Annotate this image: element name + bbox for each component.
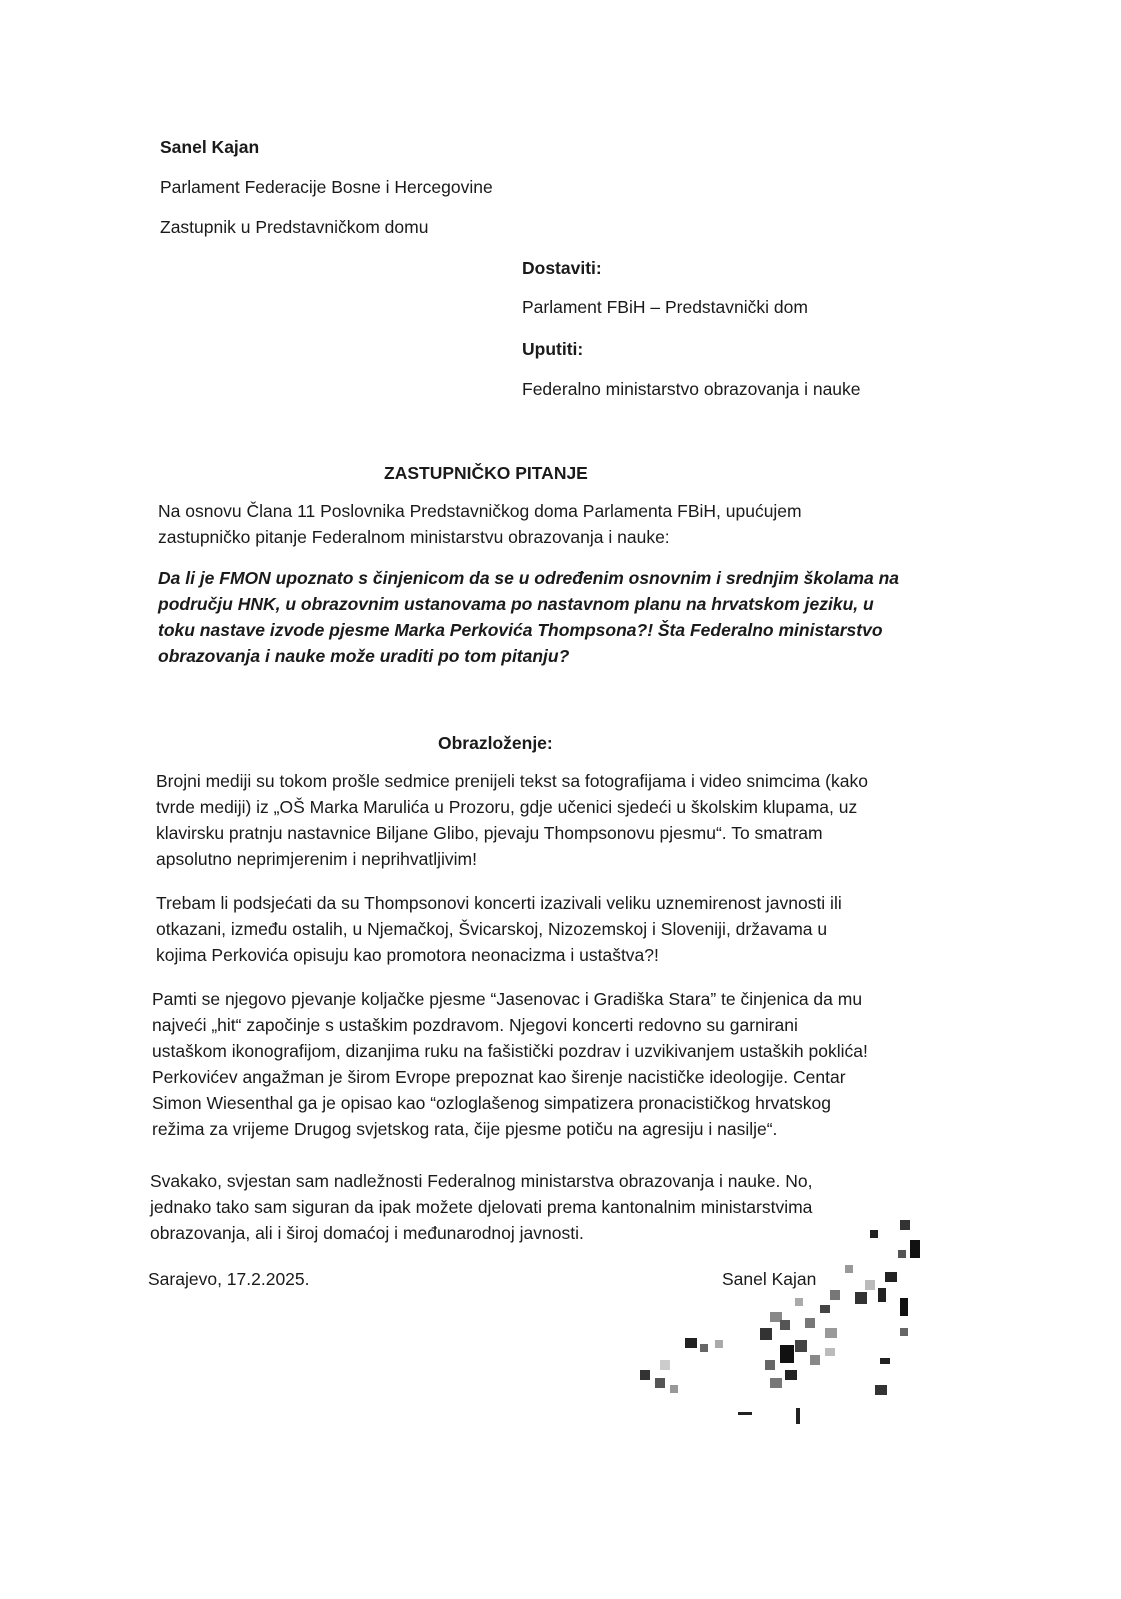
signature-name: Sanel Kajan: [722, 1269, 817, 1289]
body-paragraph-3: [152, 986, 868, 1142]
body-paragraph-1: [156, 768, 868, 872]
place-date: Sarajevo, 17.2.2025.: [148, 1269, 310, 1289]
intro-line: zastupničko pitanje Federalnom ministarstvu obrazovanja i nauke:: [158, 527, 670, 547]
redacted-signature: [630, 1220, 950, 1440]
body-line: Trebam li podsjećati da su Thompsonovi koncerti izazivali veliku uznemirenost javnosti ili: [156, 893, 842, 913]
document-title: ZASTUPNIČKO PITANJE: [384, 463, 588, 483]
body-line: Svakako, svjestan sam nadležnosti Federalnog ministarstva obrazovanja i nauke. No,: [150, 1171, 813, 1191]
body-line: otkazani, između ostalih, u Njemačkoj, Švicarskoj, Nizozemskoj i Sloveniji, državama u: [156, 919, 828, 939]
body-line: ustaškom ikonografijom, dizanjima ruku na fašistički pozdrav i uzvikivanjem ustaških poklića!: [152, 1041, 868, 1061]
sender-name: Sanel Kajan: [160, 137, 260, 157]
sender-role: Zastupnik u Predstavničkom domu: [160, 217, 429, 237]
direct-to: Federalno ministarstvo obrazovanja i nauke: [522, 379, 861, 399]
body-line: tvrde mediji) iz „OŠ Marka Marulića u Prozoru, gdje učenici sjedeći u školskim klupama, uz: [156, 797, 858, 817]
question-line: toku nastave izvode pjesme Marka Perkovića Thompsona?! Šta Federalno ministarstvo: [158, 620, 883, 640]
explanation-heading: Obrazloženje:: [438, 733, 553, 753]
body-line: najveći „hit“ započinje s ustaškim pozdravom. Njegovi koncerti redovno su garnirani: [152, 1015, 798, 1035]
deliver-to: Parlament FBiH – Predstavnički dom: [522, 297, 808, 317]
direct-label: Uputiti:: [522, 339, 584, 359]
body-line: Perkovićev angažman je širom Evrope prepoznat kao širenje nacističke ideologije. Centar: [152, 1067, 846, 1087]
body-line: jednako tako sam siguran da ipak možete djelovati prema kantonalnim ministarstvima: [150, 1197, 813, 1217]
body-line: Brojni mediji su tokom prošle sedmice prenijeli tekst sa fotografijama i video snimcima (kako: [156, 771, 868, 791]
body-line: režima za vrijeme Drugog svjetskog rata, čije pjesme potiču na agresiju i nasilje“.: [152, 1119, 778, 1139]
question-line: Da li je FMON upoznato s činjenicom da se u određenim osnovnim i srednjim školama na: [158, 568, 899, 588]
question-line: obrazovanja i nauke može uraditi po tom pitanju?: [158, 646, 570, 666]
body-line: Simon Wiesenthal ga je opisao kao “ozloglašenog simpatizera pronacističkog hrvatskog: [152, 1093, 831, 1113]
intro-paragraph: [158, 498, 802, 550]
body-line: kojima Perkovića opisuju kao promotora neonacizma i ustaštva?!: [156, 945, 659, 965]
body-paragraph-2: [156, 890, 842, 968]
body-line: klavirsku pratnju nastavnice Biljane Glibo, pjevaju Thompsonovu pjesmu“. To smatram: [156, 823, 823, 843]
intro-line: Na osnovu Člana 11 Poslovnika Predstavničkog doma Parlamenta FBiH, upućujem: [158, 501, 802, 521]
body-line: obrazovanja, ali i široj domaćoj i međunarodnoj javnosti.: [150, 1223, 584, 1243]
body-line: apsolutno neprimjerenim i neprihvatljivim!: [156, 849, 477, 869]
body-line: Pamti se njegovo pjevanje koljačke pjesme “Jasenovac i Gradiška Stara” te činjenica da mu: [152, 989, 863, 1009]
question-paragraph: [158, 565, 899, 669]
deliver-label: Dostaviti:: [522, 258, 602, 278]
sender-institution: Parlament Federacije Bosne i Hercegovine: [160, 177, 493, 197]
question-line: području HNK, u obrazovnim ustanovama po nastavnom planu na hrvatskom jeziku, u: [158, 594, 874, 614]
